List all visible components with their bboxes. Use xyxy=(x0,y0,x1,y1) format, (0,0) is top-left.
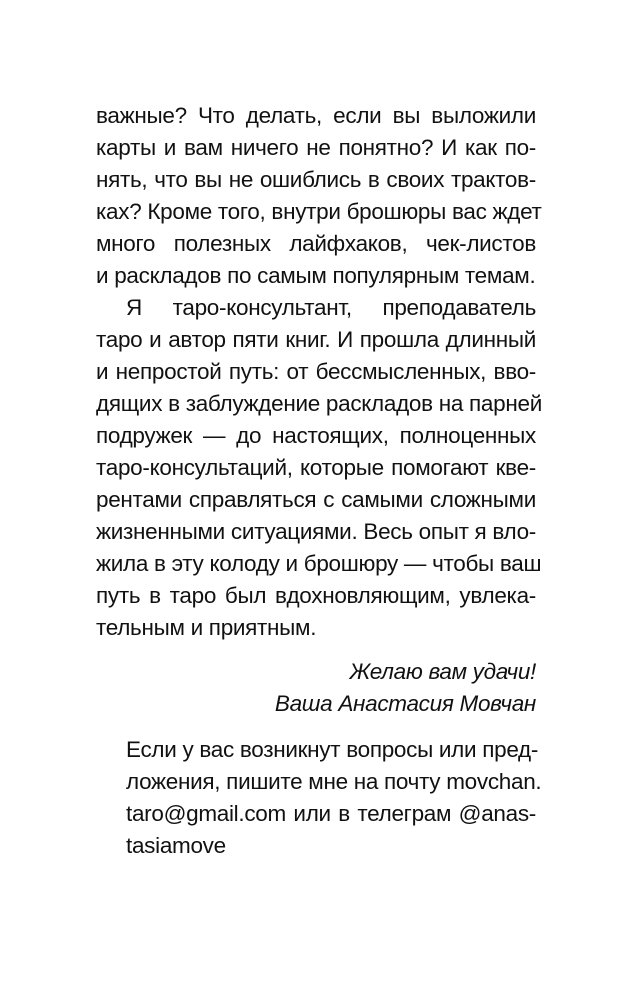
text-line: жила в эту колоду и брошюру — чтобы ваш xyxy=(96,551,542,576)
book-page xyxy=(96,100,542,862)
paragraph-continued xyxy=(96,100,542,292)
text-line: и непростой путь: от бессмысленных, вво- xyxy=(96,359,536,384)
text-line: Если у вас возникнут вопросы или пред- xyxy=(126,737,539,762)
text-line: карты и вам ничего не понятно? И как по- xyxy=(96,135,536,160)
signoff-greeting: Желаю вам удачи! xyxy=(349,659,536,684)
text-line: tasiamove xyxy=(126,833,226,858)
text-line: подружек — до настоящих, полноценных xyxy=(96,423,536,448)
text-line: тельным и приятным. xyxy=(96,615,317,640)
text-line: нять, что вы не ошиблись в своих трактов- xyxy=(96,167,536,192)
paragraph-author-intro xyxy=(96,292,542,644)
text-line: и раскладов по самым популярным темам. xyxy=(96,263,536,288)
text-line: путь в таро был вдохновляющим, увлека- xyxy=(96,583,536,608)
signoff-author: Ваша Анастасия Мовчан xyxy=(274,691,536,716)
text-line: рентами справляться с самыми сложными xyxy=(96,487,536,512)
text-line: ложения, пишите мне на почту movchan. xyxy=(126,769,542,794)
text-line: важные? Что делать, если вы выложили xyxy=(96,103,536,128)
text-line: таро и автор пяти книг. И прошла длинный xyxy=(96,327,536,352)
signoff xyxy=(96,656,536,720)
text-line: таро-консультаций, которые помогают кве- xyxy=(96,455,536,480)
text-line: дящих в заблуждение раскладов на парней xyxy=(96,391,542,416)
contact-note xyxy=(96,734,542,862)
text-line: ках? Кроме того, внутри брошюры вас ждет xyxy=(96,199,542,224)
text-line: жизненными ситуациями. Весь опыт я вло- xyxy=(96,519,536,544)
text-line: Я таро-консультант, преподаватель xyxy=(126,295,536,320)
text-line: taro@gmail.com или в телеграм @anas- xyxy=(126,801,536,826)
text-line: много полезных лайфхаков, чек-листов xyxy=(96,231,536,256)
